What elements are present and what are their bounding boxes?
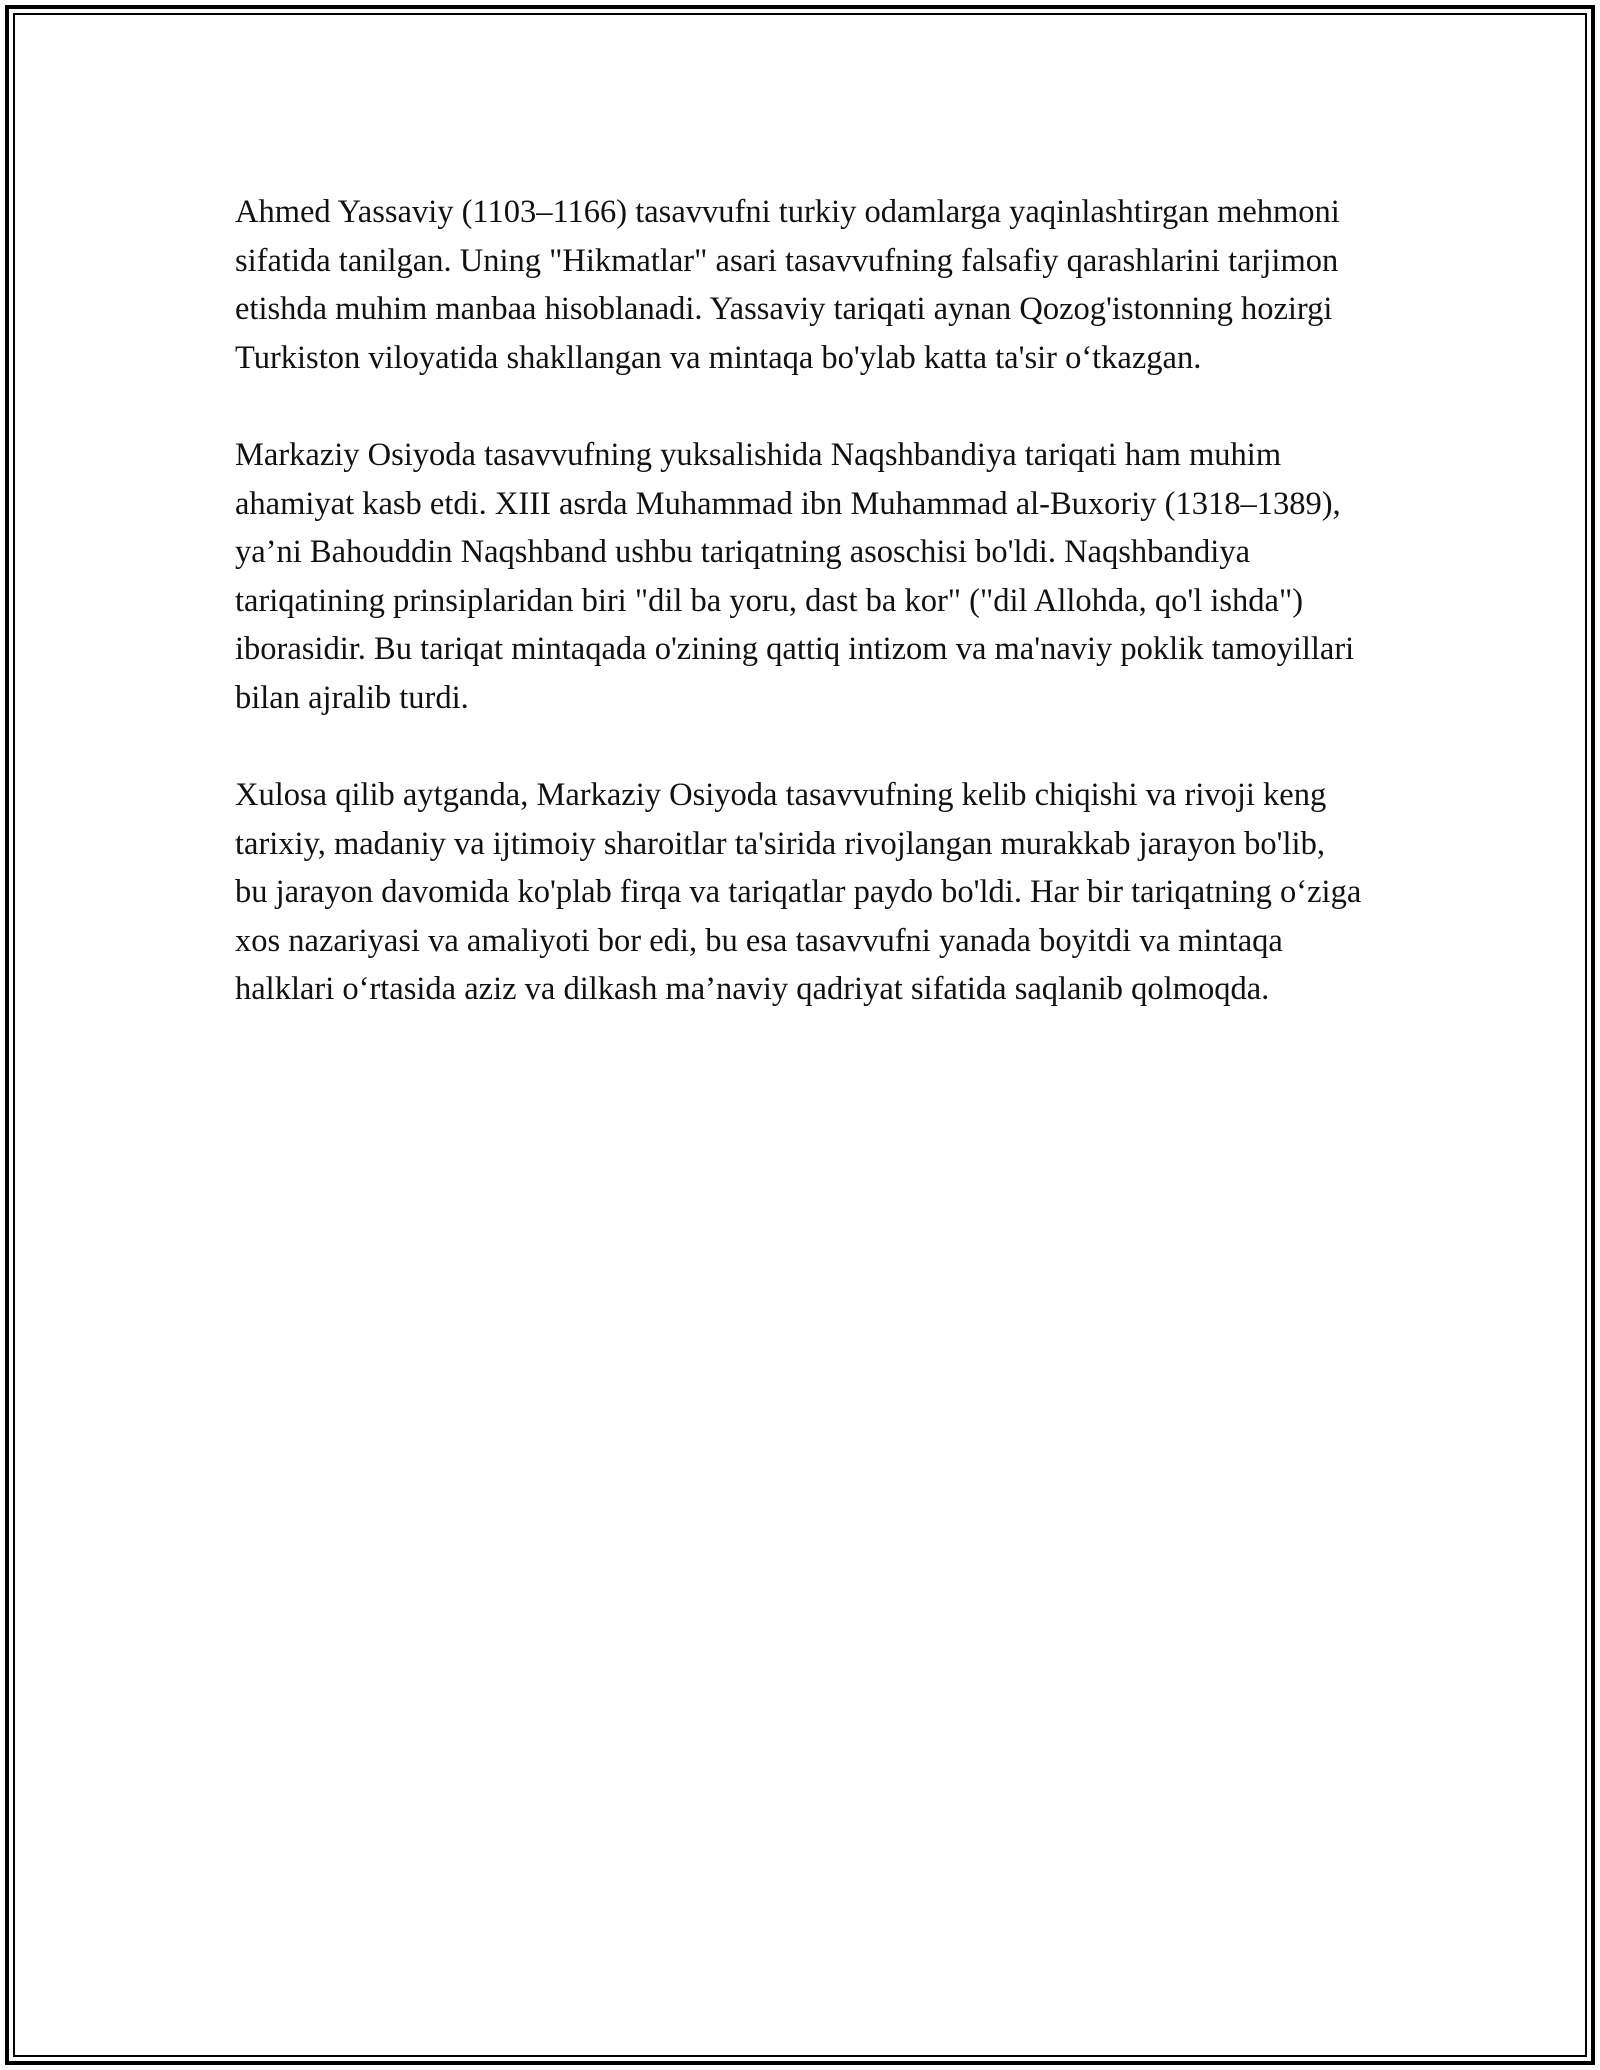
document-body [235,188,1365,1063]
paragraph-yassaviy: Ahmed Yassaviy (1103–1166) tasavvufni turkiy odamlarga yaqinlashtirgan mehmoni sifatida tanilgan. Uning "Hikmatlar" asari tasavvufning falsafiy qarashlarini tarjimon etishda muhim manbaa hisoblanadi. Yassaviy tariqati aynan Qozog'istonning hozirgi Turkiston viloyatida shakllangan va mintaqa bo'ylab katta ta'sir o‘tkazgan. [235,194,1340,376]
paragraph-conclusion: Xulosa qilib aytganda, Markaziy Osiyoda tasavvufning kelib chiqishi va rivoji keng tarixiy, madaniy va ijtimoiy sharoitlar ta'sirida rivojlangan murakkab jarayon bo'lib, bu jarayon davomida ko'plab firqa va tariqatlar paydo bo'ldi. Har bir tariqatning o‘ziga xos nazariyasi va amaliyoti bor edi, bu esa tasavvufni yanada boyitdi va mintaqa halklari o‘rtasida aziz va dilkash ma’naviy qadriyat sifatida saqlanib qolmoqda. [235,777,1362,1007]
paragraph-naqshbandiya: Markaziy Osiyoda tasavvufning yuksalishida Naqshbandiya tariqati ham muhim ahamiyat kasb etdi. XIII asrda Muhammad ibn Muhammad al-Buxoriy (1318–1389), ya’ni Bahouddin Naqshband ushbu tariqatning asoschisi bo'ldi. Naqshbandiya tariqatining prinsiplaridan biri "dil ba yoru, dast ba kor" ("dil Allohda, qo'l ishda") iborasidir. Bu tariqat mintaqada o'zining qattiq intizom va ma'naviy poklik tamoyillari bilan ajralib turdi. [235,437,1355,716]
